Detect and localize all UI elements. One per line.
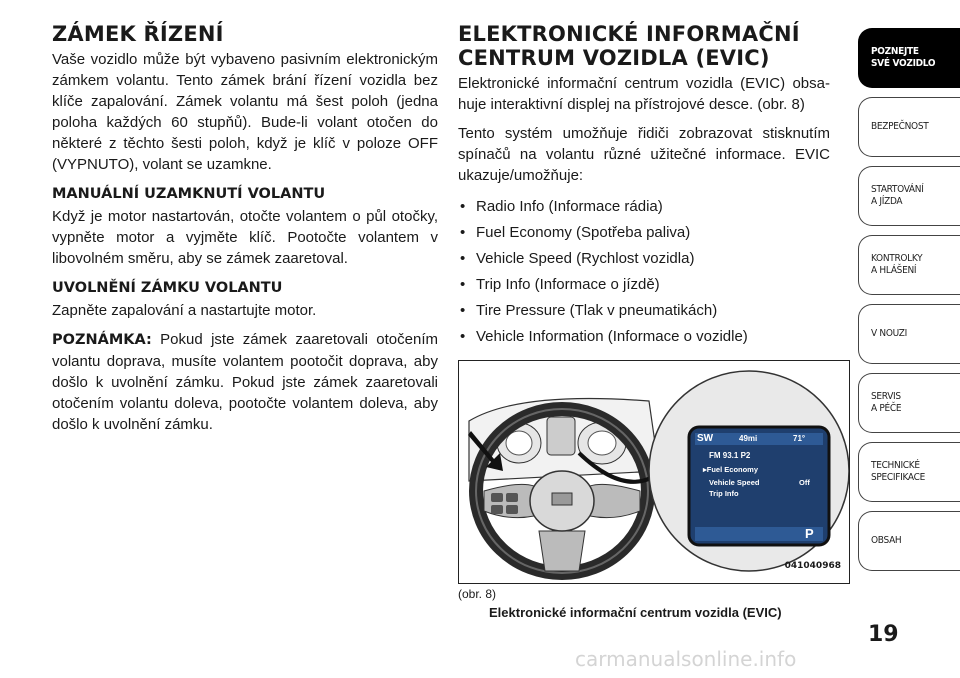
figure-reference: (obr. 8)	[458, 587, 497, 601]
paragraph-release-lock: Zapněte zapalování a nastartujte motor.	[52, 302, 317, 319]
tab-bezpecnost[interactable]: BEZPEČNOST	[858, 97, 960, 157]
list-item: • Tire Pressure (Tlak v pneumatikách)	[458, 298, 830, 324]
screen-item-vehicle-speed: Vehicle Speed	[709, 478, 760, 487]
screen-item-fuel-economy: ▸Fuel Economy	[703, 465, 759, 474]
note-label: POZNÁMKA:	[52, 332, 152, 348]
figure-caption: Elektronické informační centrum vozidla (EVIC)	[489, 605, 782, 620]
screen-radio: FM 93.1 P2	[709, 451, 751, 460]
tab-obsah[interactable]: OBSAH	[858, 511, 960, 571]
note-paragraph	[52, 329, 438, 435]
screen-range: 49mi	[739, 434, 758, 443]
list-item: • Vehicle Information (Informace o vozidle)	[458, 324, 830, 350]
evic-feature-list	[458, 194, 830, 350]
note-text: Pokud jste zámek zaaretovali otočením volantu doprava, musíte volantem pootočit doprava, aby došlo k uvolnění zámku. Pokud jste zámek zaaretovali otočením volantu doleva, pootočte volantem doleva, aby došlo k uvolnění zámku.	[52, 331, 438, 433]
evic-figure	[458, 360, 850, 584]
chapter-tabs	[858, 28, 960, 580]
paragraph-steering-lock: Vaše vozidlo může být vybaveno pasivním elektronickým zámkem volantu. Tento zámek brání řízení vozidla bez klíče zapalování. Zámek volantu má šest poloh (jedna poloha každých 60 stupňů). Bude-li volant otočen do některé z těchto šesti poloh, když je klíč v poloze OFF (VYPNUTO), volant se uzamkne.	[52, 51, 438, 173]
heading-release-lock: UVOLNĚNÍ ZÁMKU VOLANTU	[52, 280, 283, 296]
screen-temperature: 71°	[793, 434, 806, 443]
list-item: • Fuel Economy (Spotřeba paliva)	[458, 220, 830, 246]
left-column	[52, 22, 438, 443]
evic-title-line2: CENTRUM VOZIDLA (EVIC)	[458, 46, 770, 70]
list-item: • Vehicle Speed (Rychlost vozidla)	[458, 246, 830, 272]
list-item: • Radio Info (Informace rádia)	[458, 194, 830, 220]
page-number: 19	[868, 622, 899, 647]
tab-servis-a-pece[interactable]: SERVIS A PÉČE	[858, 373, 960, 433]
screen-compass: SW	[697, 433, 714, 444]
screen-item-vehicle-speed-value: Off	[799, 478, 810, 487]
screen-gear: P	[805, 526, 814, 541]
steering-wheel-illustration	[459, 361, 849, 583]
tab-poznejte-sve-vozidlo[interactable]: POZNEJTE SVÉ VOZIDLO	[858, 28, 960, 88]
section-title-steering-lock: ZÁMEK ŘÍZENÍ	[52, 22, 224, 46]
tab-v-nouzi[interactable]: V NOUZI	[858, 304, 960, 364]
section-title-evic	[458, 22, 830, 70]
paragraph-evic-usage: Tento systém umožňuje řidiči zobrazovat stisknutím spínačů na volantu různé užitečné informace. EVIC ukazuje/umožňuje:	[458, 125, 830, 184]
paragraph-evic-intro: Elektronické informační centrum vozidla (EVIC) obsahuje interaktivní displej na přístrojové desce. (obr. 8)	[458, 75, 830, 113]
tab-startovani-a-jizda[interactable]: STARTOVÁNÍ A JÍZDA	[858, 166, 960, 226]
watermark: carmanualsonline.info	[575, 647, 797, 671]
tab-kontrolky-a-hlaseni[interactable]: KONTROLKY A HLÁŠENÍ	[858, 235, 960, 295]
evic-title-line1: ELEKTRONICKÉ INFORMAČNÍ	[458, 22, 800, 46]
screen-item-trip-info: Trip Info	[709, 489, 739, 498]
paragraph-manual-lock: Když je motor nastartován, otočte volantem o půl otočky, vypněte motor a vyjměte klíč. Pootočte volantem v libovolném směru, aby se zámek zaaretoval.	[52, 208, 438, 267]
right-column	[458, 22, 830, 350]
figure-code: 041040968	[784, 561, 841, 571]
heading-manual-lock: MANUÁLNÍ UZAMKNUTÍ VOLANTU	[52, 186, 326, 202]
tab-technicke-specifikace[interactable]: TECHNICKÉ SPECIFIKACE	[858, 442, 960, 502]
list-item: • Trip Info (Informace o jízdě)	[458, 272, 830, 298]
